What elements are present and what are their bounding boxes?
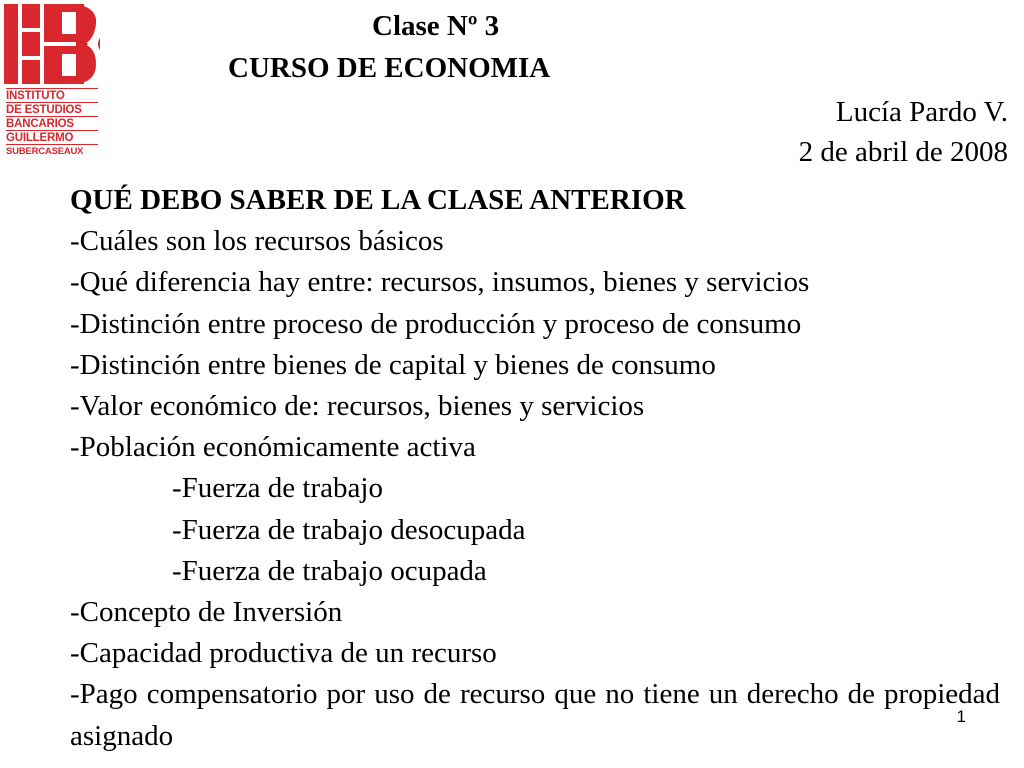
logo-text-line: BANCARIOS — [6, 116, 98, 130]
sub-list-item: -Fuerza de trabajo ocupada — [172, 554, 487, 587]
course-title: CURSO DE ECONOMIA — [228, 52, 551, 84]
list-item: -Qué diferencia hay entre: recursos, insumos, bienes y servicios — [70, 266, 810, 299]
logo-text-line: GUILLERMO — [6, 130, 98, 144]
sub-list-item: -Fuerza de trabajo desocupada — [172, 513, 526, 546]
institute-logo — [4, 4, 100, 157]
author-name: Lucía Pardo V. — [835, 96, 1008, 128]
list-item: -Valor económico de: recursos, bienes y servicios — [70, 390, 645, 423]
list-item: -Pago compensatorio por uso de recurso que no tiene un derecho de propiedad asignado — [70, 678, 1000, 752]
logo-text-line: INSTITUTO — [6, 88, 98, 102]
ieb-logo-mark — [4, 4, 100, 84]
logo-text-line: SUBERCASEAUX — [6, 144, 98, 158]
list-item: -Distinción entre bienes de capital y bienes de consumo — [70, 348, 716, 381]
logo-text-line: DE ESTUDIOS — [6, 102, 98, 116]
list-item: -Concepto de Inversión — [70, 596, 343, 629]
page-number: 1 — [956, 707, 966, 726]
section-heading: QUÉ DEBO SABER DE LA CLASE ANTERIOR — [70, 184, 686, 216]
list-item: -Capacidad productiva de un recurso — [70, 637, 497, 670]
list-item: -Cuáles son los recursos básicos — [70, 225, 444, 258]
list-item: -Distinción entre proceso de producción y proceso de consumo — [70, 307, 802, 340]
date-text: 2 de abril de 2008 — [798, 136, 1008, 168]
slide-body — [70, 180, 1000, 757]
class-number-title: Clase Nº 3 — [372, 10, 500, 42]
sub-list-item: -Fuerza de trabajo — [172, 472, 383, 505]
list-item: -Población económicamente activa — [70, 431, 476, 464]
author-block — [799, 92, 1008, 172]
